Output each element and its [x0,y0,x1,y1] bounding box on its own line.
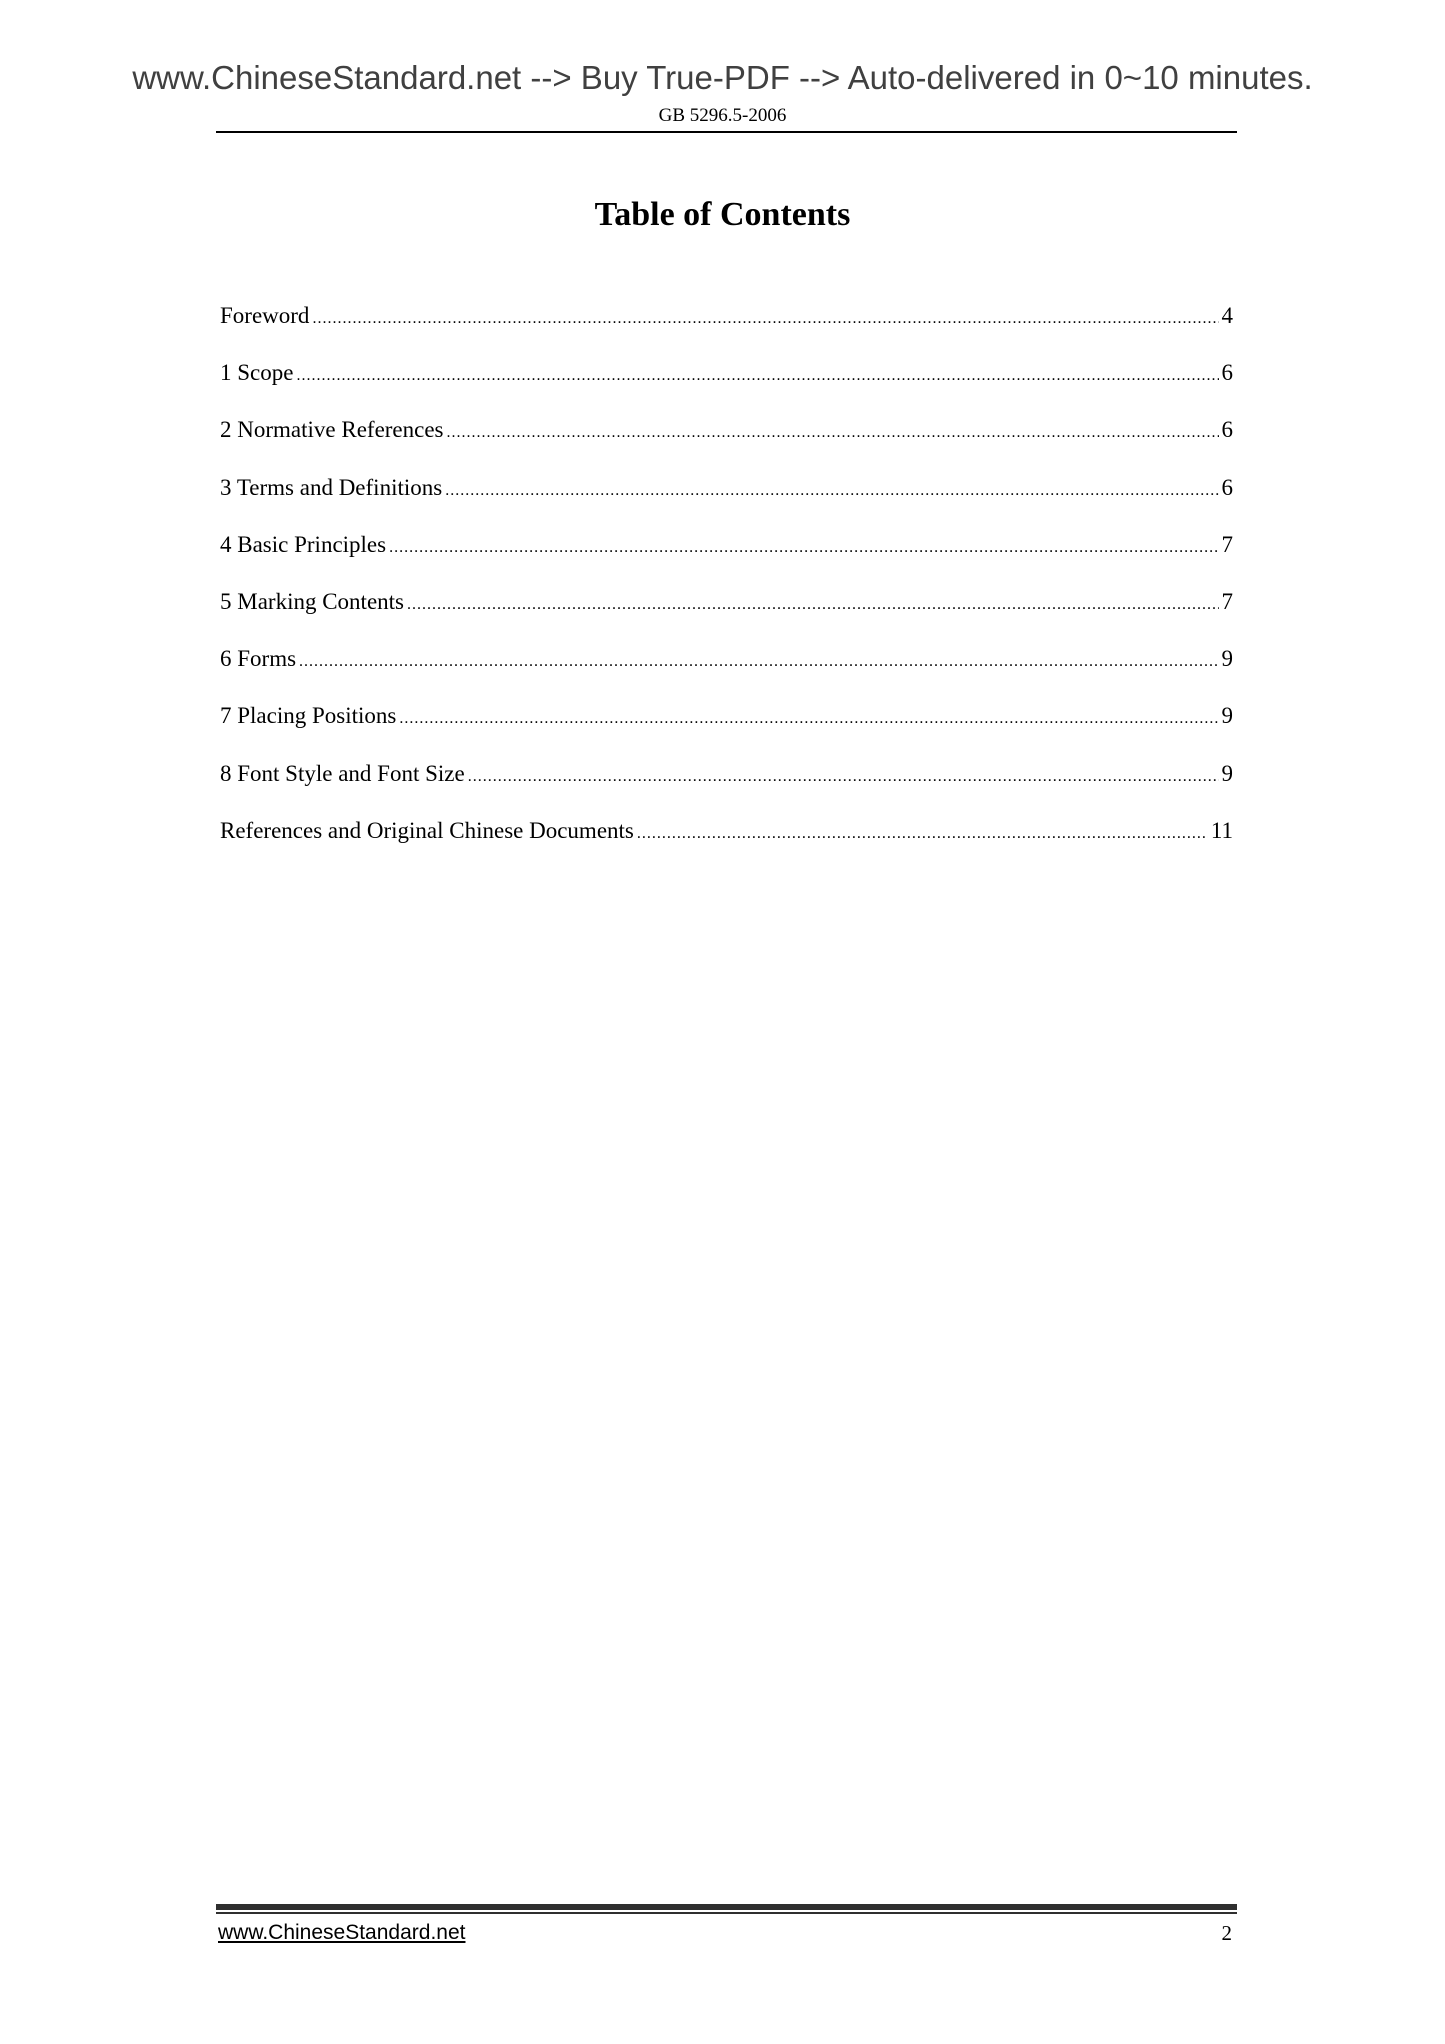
header-divider [216,131,1237,133]
footer-site-link[interactable]: www.ChineseStandard.net [218,1921,466,1944]
toc-entry-label: 8 Font Style and Font Size [220,760,465,786]
site-banner[interactable]: www.ChineseStandard.net --> Buy True-PDF --> Auto-delivered in 0~10 minutes. [132,59,1313,96]
toc-entry-page: 9 [1221,703,1233,729]
toc-entry-forms[interactable] [220,639,1233,696]
toc-entry-page: 7 [1221,588,1233,614]
toc-entry-label: 4 Basic Principles [220,531,387,557]
toc-entry-label: Foreword [220,303,310,328]
toc-entry-references-and-originals[interactable] [220,811,1233,868]
toc-dot-leader [399,699,1218,739]
toc-dot-leader [468,757,1219,797]
toc-entry-foreword[interactable] [220,296,1233,353]
toc-entry-page: 9 [1221,760,1233,786]
toc-entry-basic-principles[interactable] [220,525,1233,582]
page-number: 2 [1221,1921,1232,1945]
toc-entry-label: 7 Placing Positions [220,703,397,729]
footer-divider-thin [216,1912,1237,1914]
toc-entry-label: 5 Marking Contents [220,588,404,614]
toc-entry-label: 1 Scope [220,360,294,386]
toc-entry-label: 3 Terms and Definitions [220,474,443,500]
toc-entry-terms-and-definitions[interactable] [220,468,1233,525]
toc-entry-page: 11 [1210,817,1233,843]
footer-divider-thick [216,1904,1237,1910]
toc-dot-leader [389,528,1218,568]
toc-dot-leader [637,814,1208,854]
document-number: GB 5296.5-2006 [658,105,787,126]
toc-entry-normative-references[interactable] [220,410,1233,467]
toc-entry-page: 9 [1221,646,1233,672]
toc-dot-leader [299,642,1218,682]
toc-entry-page: 6 [1221,474,1233,500]
toc-entry-scope[interactable] [220,353,1233,410]
toc-entry-label: 2 Normative References [220,417,444,443]
toc-title: Table of Contents [594,196,851,233]
toc-entry-page: 6 [1221,417,1233,443]
toc-entry-label: References and Original Chinese Documents [220,817,634,843]
toc-dot-leader [447,413,1219,453]
toc-entry-font-style-and-size[interactable] [220,754,1233,811]
toc-entry-marking-contents[interactable] [220,582,1233,639]
toc-entry-page: 4 [1221,303,1233,328]
toc-list [220,296,1233,868]
toc-entry-page: 6 [1221,360,1233,386]
toc-entry-label: 6 Forms [220,646,297,672]
toc-dot-leader [407,585,1219,625]
toc-dot-leader [296,356,1218,396]
toc-entry-page: 7 [1221,531,1233,557]
toc-entry-placing-positions[interactable] [220,696,1233,753]
toc-dot-leader [312,299,1218,339]
toc-dot-leader [445,471,1218,511]
